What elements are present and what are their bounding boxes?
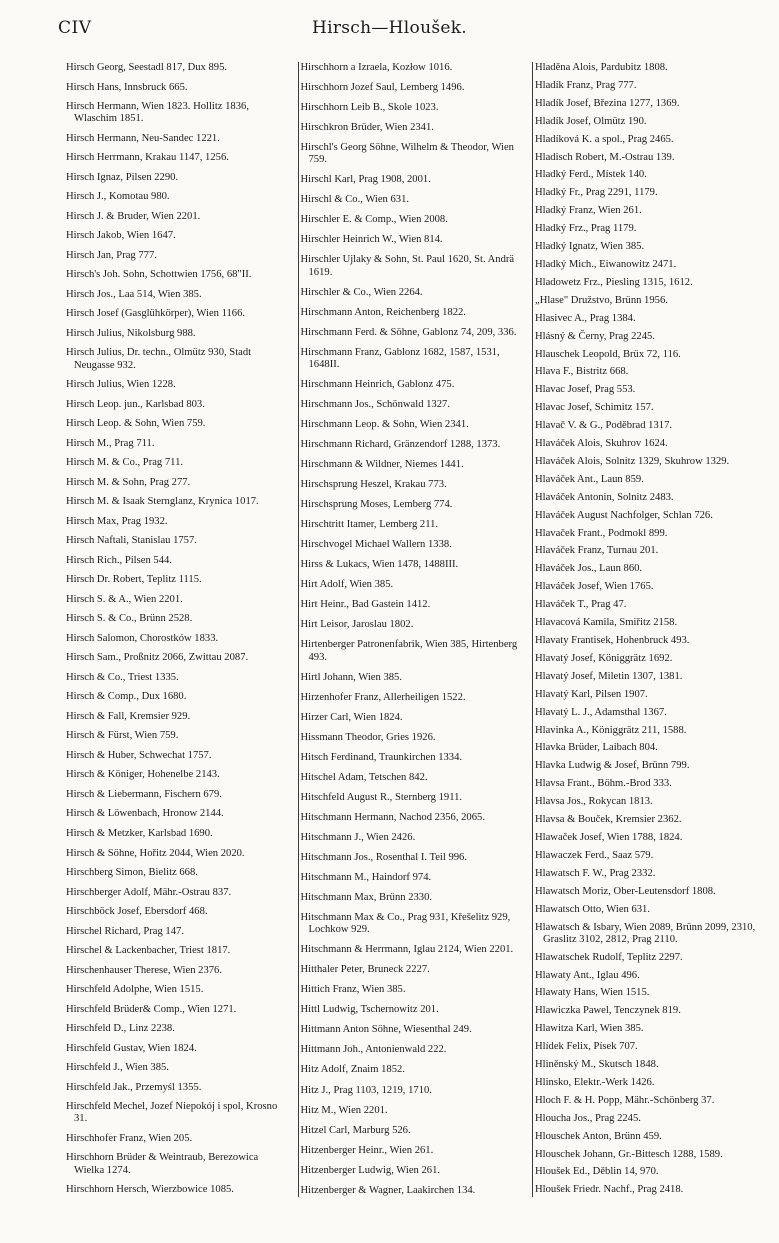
directory-entry: Hlavatý Josef, Königgrätz 1692. xyxy=(535,652,673,664)
directory-entry: Hitschmann Hermann, Nachod 2356, 2065. xyxy=(300,811,485,823)
directory-entry: Hirsch Hans, Innsbruck 665. xyxy=(66,81,188,93)
directory-entry: Hirsch Julius, Dr. techn., Olmütz 930, Stadt Neugasse 932. xyxy=(66,347,252,371)
directory-entry: Hirsch & Fürst, Wien 759. xyxy=(66,730,179,742)
directory-entry: Hlawatsch F. W., Prag 2332. xyxy=(535,867,656,879)
directory-entry: Hlavatý Karl, Pilsen 1907. xyxy=(535,688,648,700)
directory-entry: Hitz Adolf, Znaim 1852. xyxy=(300,1064,405,1076)
directory-entry: Hittl Ludwig, Tschernowitz 201. xyxy=(300,1004,439,1016)
directory-entry: Hitsch Ferdinand, Traunkirchen 1334. xyxy=(300,751,463,763)
directory-entry: Hirschl's Georg Söhne, Wilhelm & Theodor, Wien 759. xyxy=(300,142,514,166)
directory-entry: Hirsch & Löwenbach, Hronow 2144. xyxy=(66,808,224,820)
directory-entry: Hirsch M. & Isaak Sternglanz, Krynica 1017. xyxy=(66,496,259,508)
directory-entry: Hirschler E. & Comp., Wien 2008. xyxy=(300,214,448,226)
directory-entry: Hirschmann Heinrich, Gablonz 475. xyxy=(300,379,455,391)
directory-entry: Hlaváček Franz, Turnau 201. xyxy=(535,545,659,557)
directory-entry: Hlaváček Josef, Wien 1765. xyxy=(535,581,654,593)
directory-entry: Hirsch & Liebermann, Fischern 679. xyxy=(66,788,222,800)
directory-entry: Hlaváček T., Prag 47. xyxy=(535,599,627,611)
directory-entry: Hitschmann & Herrmann, Iglau 2124, Wien 2201. xyxy=(300,944,514,956)
directory-entry: Hloucha Jos., Prag 2245. xyxy=(535,1112,641,1124)
directory-entry: Hirschhorn Hersch, Wierzbowice 1085. xyxy=(66,1184,234,1196)
directory-entry: Hlawaczek Ferd., Saaz 579. xyxy=(535,849,654,861)
directory-entry: Hlinsko, Elektr.-Werk 1426. xyxy=(535,1076,655,1088)
running-head: Hirsch—Hloušek. xyxy=(311,18,468,38)
directory-entry: Hloušek Friedr. Nachf., Prag 2418. xyxy=(535,1184,684,1196)
directory-entry: Hirschmann Leop. & Sohn, Wien 2341. xyxy=(300,419,469,431)
directory-entry: Hirsch & Comp., Dux 1680. xyxy=(66,691,187,703)
directory-entry: Hlaváček August Nachfolger, Schlan 726. xyxy=(535,509,713,521)
directory-entry: Hirsch Jakob, Wien 1647. xyxy=(66,230,176,242)
directory-entry: Hirschberger Adolf, Mähr.-Ostrau 837. xyxy=(66,886,232,898)
directory-entry: Hlaváček Antonin, Solnitz 2483. xyxy=(535,491,674,503)
directory-entry: Hirsch Hermann, Neu-Sandec 1221. xyxy=(66,132,220,144)
directory-entry: Hlawatschek Rudolf, Teplitz 2297. xyxy=(535,951,683,963)
directory-entry: Hlásný & Černy, Prag 2245. xyxy=(535,330,655,342)
directory-entry: Hlavaty Frantisek, Hohenbruck 493. xyxy=(535,635,690,646)
directory-entry: Hirsch Hermann, Wien 1823. Hollitz 1836, Wlaschim 1851. xyxy=(66,101,249,125)
column-left xyxy=(66,62,287,1197)
directory-entry: Hirsch Leop. & Sohn, Wien 759. xyxy=(66,418,206,430)
directory-entry: Hlavka Ludwig & Josef, Brünn 799. xyxy=(535,760,690,772)
directory-entry: Hirschhofer Franz, Wien 205. xyxy=(66,1132,193,1144)
directory-entry: Hlavac Josef, Schimitz 157. xyxy=(535,402,654,414)
directory-entry: Hitzel Carl, Marburg 526. xyxy=(300,1124,411,1136)
directory-entry: Hirsch Jos., Laa 514, Wien 385. xyxy=(66,288,202,300)
directory-entry: Hirsch M. & Co., Prag 711. xyxy=(66,457,184,469)
directory-entry: Hirsch J., Komotau 980. xyxy=(66,191,170,203)
directory-entry: Hirschhorn Leib B., Skole 1023. xyxy=(300,102,439,114)
directory-entry: Hirschfeld J., Wien 385. xyxy=(66,1062,169,1074)
directory-entry: Hirschel Richard, Prag 147. xyxy=(66,925,184,937)
directory-entry: Hitschmann M., Haindorf 974. xyxy=(300,872,432,883)
directory-entry: Hirsch Max, Prag 1932. xyxy=(66,515,168,527)
directory-entry: Hlavac Josef, Prag 553. xyxy=(535,384,636,396)
directory-entry: Hirschler Ujlaky & Sohn, St. Paul 1620, St. Andrä 1619. xyxy=(300,254,515,278)
directory-entry: Hladisch Robert, M.-Ostrau 139. xyxy=(535,151,675,163)
directory-entry: Hlavatý Josef, Miletin 1307, 1381. xyxy=(535,670,683,682)
directory-entry: Hirsch S. & A., Wien 2201. xyxy=(66,593,183,605)
directory-entry: Hirschfeld Jak., Przemyśl 1355. xyxy=(66,1081,202,1093)
directory-entry: Hitzenberger & Wagner, Laakirchen 134. xyxy=(300,1184,476,1196)
directory-entry: Hirsch & Söhne, Hořitz 2044, Wien 2020. xyxy=(66,847,245,859)
directory-entry: Hlavsa Frant., Böhm.-Brod 333. xyxy=(535,778,672,790)
directory-entry: Hirschfeld Adolphe, Wien 1515. xyxy=(66,984,204,996)
directory-entry: Hirschmann Ferd. & Söhne, Gablonz 74, 209, 336. xyxy=(300,326,517,338)
directory-entry: Hlasivec A., Prag 1384. xyxy=(535,312,636,324)
directory-entry: Hirschfeld Brüder& Comp., Wien 1271. xyxy=(66,1003,237,1015)
directory-entry: Hirsch Leop. jun., Karlsbad 803. xyxy=(66,398,205,410)
directory-entry: Hirschl & Co., Wien 631. xyxy=(300,194,410,206)
directory-entry: Hirsch Julius, Nikolsburg 988. xyxy=(66,327,196,339)
directory-entry: Hlaváček Alois, Skuhrov 1624. xyxy=(535,438,668,450)
directory-entry: Hladík Franz, Prag 777. xyxy=(535,79,637,91)
directory-entry: Hirschsprung Moses, Lemberg 774. xyxy=(300,499,453,511)
directory-entry: Hirschfeld Mechel, Jozef Niepokój i spol, Krosno 31. xyxy=(66,1101,278,1125)
directory-entry: Hirschler Heinrich W., Wien 814. xyxy=(300,234,443,246)
directory-entry: Hirschmann Richard, Gränzendorf 1288, 1373. xyxy=(300,439,501,451)
directory-entry: Hloušek Ed., Děblin 14, 970. xyxy=(535,1166,659,1178)
directory-entry: Hlawitza Karl, Wien 385. xyxy=(535,1023,644,1035)
directory-entry: Hitschmann Jos., Rosenthal I. Teil 996. xyxy=(300,851,467,863)
directory-entry: Hirschhorn a Izraela, Kozłow 1016. xyxy=(300,62,453,73)
directory-entry: Hirschmann Jos., Schönwald 1327. xyxy=(300,399,450,411)
directory-entry: Hirsch Josef (Gasglühkörper), Wien 1166. xyxy=(66,308,246,320)
directory-entry: Hlídek Felix, Písek 707. xyxy=(535,1041,638,1053)
directory-entry: Hladík Josef, Březina 1277, 1369. xyxy=(535,97,680,109)
directory-entry: Hirschel & Lackenbacher, Triest 1817. xyxy=(66,945,231,957)
directory-columns xyxy=(66,62,756,1197)
directory-entry: Hirschvogel Michael Wallern 1338. xyxy=(300,539,452,551)
directory-entry: Hirzer Carl, Wien 1824. xyxy=(300,711,403,723)
directory-entry: Hitschel Adam, Tetschen 842. xyxy=(300,771,428,783)
directory-entry: Hlouschek Johann, Gr.-Bittesch 1288, 1589. xyxy=(535,1148,723,1160)
directory-entry: Hirschkron Brüder, Wien 2341. xyxy=(300,122,434,134)
directory-entry: Hirsch Salomon, Chorostków 1833. xyxy=(66,632,219,644)
directory-entry: Hlawatsch Moriz, Ober-Leutensdorf 1808. xyxy=(535,885,716,897)
column-right xyxy=(532,62,756,1197)
directory-entry: Hlavsa Jos., Rokycan 1813. xyxy=(535,796,653,808)
directory-entry: Hirschl Karl, Prag 1908, 2001. xyxy=(300,174,431,186)
directory-entry: Hliněnský M., Skutsch 1848. xyxy=(535,1059,659,1071)
directory-entry: Hlavka Brüder, Laibach 804. xyxy=(535,742,658,754)
directory-entry: Hirschböck Josef, Ebersdorf 468. xyxy=(66,906,208,918)
directory-entry: Hirschfeld D., Linz 2238. xyxy=(66,1023,175,1035)
directory-entry: Hladký Ignatz, Wien 385. xyxy=(535,241,645,253)
directory-entry: Hirzenhofer Franz, Allerheiligen 1522. xyxy=(300,691,466,703)
directory-entry: Hirtl Johann, Wien 385. xyxy=(300,671,402,683)
page-number: CIV xyxy=(58,18,92,38)
directory-entry: Hladík Josef, Olmütz 190. xyxy=(535,115,647,127)
directory-entry: Hirsch & Huber, Schwechat 1757. xyxy=(66,749,212,761)
directory-entry: Hlaváček Ant., Laun 859. xyxy=(535,473,644,485)
directory-entry: Hirschhorn Jozef Saul, Lemberg 1496. xyxy=(300,82,465,94)
directory-entry: Hlawatsch & Isbary, Wien 2089, Brünn 2099, 2310, Graslitz 3102, 2812, Prag 2110. xyxy=(535,921,756,945)
directory-entry: Hirsch's Joh. Sohn, Schottwien 1756, 68"II. xyxy=(66,269,252,281)
directory-entry: Hirt Adolf, Wien 385. xyxy=(300,579,394,591)
directory-entry: Hladký Frz., Prag 1179. xyxy=(535,223,637,235)
directory-entry: Hittich Franz, Wien 385. xyxy=(300,984,406,996)
column-middle xyxy=(298,62,522,1197)
directory-entry: Hladký Franz, Wien 261. xyxy=(535,205,642,217)
directory-entry: Hlawatsch Otto, Wien 631. xyxy=(535,903,651,915)
directory-entry: Hirsch J. & Bruder, Wien 2201. xyxy=(66,210,201,222)
directory-entry: Hladký Fr., Prag 2291, 1179. xyxy=(535,187,658,199)
directory-entry: Hirschtritt Itamer, Lemberg 211. xyxy=(300,519,439,531)
directory-entry: Hirsch & Metzker, Karlsbad 1690. xyxy=(66,828,213,839)
directory-entry: Hladíková K. a spol., Prag 2465. xyxy=(535,133,674,145)
directory-entry: Hitzenberger Heinr., Wien 261. xyxy=(300,1144,434,1156)
directory-entry: Hirsch Jan, Prag 777. xyxy=(66,249,157,261)
directory-entry: Hloch F. & H. Popp, Mähr.-Schönberg 37. xyxy=(535,1094,715,1106)
directory-entry: Hirsch M., Prag 711. xyxy=(66,437,155,449)
directory-entry: Hirschhorn Brüder & Weintraub, Berezowica Wielka 1274. xyxy=(66,1152,259,1176)
directory-entry: Hirschler & Co., Wien 2264. xyxy=(300,286,423,298)
directory-entry: Hitz J., Prag 1103, 1219, 1710. xyxy=(300,1084,432,1096)
directory-entry: Hirt Heinr., Bad Gastein 1412. xyxy=(300,599,431,611)
directory-entry: Hitzenberger Ludwig, Wien 261. xyxy=(300,1164,441,1176)
directory-entry: Hlavsa & Bouček, Kremsier 2362. xyxy=(535,814,682,826)
directory-entry: Hlaváček Alois, Solnitz 1329, Skuhrow 1329. xyxy=(535,455,730,467)
directory-entry: Hlawaty Hans, Wien 1515. xyxy=(535,987,650,999)
directory-entry: Hladěna Alois, Pardubitz 1808. xyxy=(535,62,668,73)
directory-entry: Hitschmann Max, Brünn 2330. xyxy=(300,892,433,904)
directory-entry: Hirt Leisor, Jaroslau 1802. xyxy=(300,619,414,631)
directory-entry: Hitschfeld August R., Sternberg 1911. xyxy=(300,791,463,803)
directory-entry: Hladký Mich., Eiwanowitz 2471. xyxy=(535,258,677,270)
directory-entry: Hlawaček Josef, Wien 1788, 1824. xyxy=(535,831,683,843)
directory-entry: Hitschmann J., Wien 2426. xyxy=(300,831,416,843)
directory-entry: Hirsch Ignaz, Pilsen 2290. xyxy=(66,171,179,183)
directory-entry: Hlawiczka Pawel, Tenczynek 819. xyxy=(535,1005,681,1017)
directory-entry: Hlavaček Frant., Podmokl 899. xyxy=(535,527,668,539)
directory-entry: Hirsch & Co., Triest 1335. xyxy=(66,671,179,683)
directory-entry: Hirschmann Anton, Reichenberg 1822. xyxy=(300,306,466,318)
directory-entry: Hirsch & Königer, Hohenelbe 2143. xyxy=(66,769,220,781)
directory-entry: Hirss & Lukacs, Wien 1478, 1488III. xyxy=(300,559,459,571)
directory-entry: Hlava F., Bistritz 668. xyxy=(535,366,629,378)
directory-entry: Hirsch Herrmann, Krakau 1147, 1256. xyxy=(66,152,229,164)
directory-entry: Hladký Ferd., Místek 140. xyxy=(535,169,647,181)
directory-entry: Hirschmann Franz, Gablonz 1682, 1587, 1531, 1648II. xyxy=(300,346,500,371)
directory-entry: Hlavacová Kamila, Smiřitz 2158. xyxy=(535,617,678,629)
directory-entry: Hlawaty Ant., Iglau 496. xyxy=(535,969,640,981)
directory-entry: „Hlase" Družstvo, Brünn 1956. xyxy=(535,294,668,306)
directory-entry: Hirsch Rich., Pilsen 544. xyxy=(66,554,172,566)
directory-entry: Hlavač V. & G., Poděbrad 1317. xyxy=(535,420,673,432)
directory-entry: Hitschmann Max & Co., Prag 931, Křešelitz 929, Lochkow 929. xyxy=(300,912,511,936)
directory-entry: Hitz M., Wien 2201. xyxy=(300,1104,388,1116)
directory-entry: Hlavinka A., Königgrätz 211, 1588. xyxy=(535,724,687,736)
directory-entry: Hirsch S. & Co., Brünn 2528. xyxy=(66,613,193,625)
directory-entry: Hlauschek Leopold, Brüx 72, 116. xyxy=(535,348,681,360)
directory-entry: Hirtenberger Patronenfabrik, Wien 385, Hirtenberg 493. xyxy=(300,639,518,663)
directory-entry: Hirsch Dr. Robert, Teplitz 1115. xyxy=(66,574,202,586)
directory-entry: Hirsch M. & Sohn, Prag 277. xyxy=(66,476,191,488)
directory-entry: Hlaváček Jos., Laun 860. xyxy=(535,563,643,575)
directory-entry: Hirsch & Fall, Kremsier 929. xyxy=(66,710,191,722)
directory-entry: Hirsch Georg, Seestadl 817, Dux 895. xyxy=(66,62,228,73)
directory-entry: Hittmann Joh., Antonienwald 222. xyxy=(300,1044,447,1056)
directory-entry: Hissmann Theodor, Gries 1926. xyxy=(300,731,436,743)
directory-entry: Hlavatý L. J., Adamsthal 1367. xyxy=(535,706,667,718)
directory-entry: Hirsch Naftali, Stanislau 1757. xyxy=(66,535,197,547)
directory-entry: Hitthaler Peter, Bruneck 2227. xyxy=(300,964,430,976)
directory-entry: Hlouschek Anton, Brünn 459. xyxy=(535,1130,662,1142)
directory-entry: Hirschenhauser Therese, Wien 2376. xyxy=(66,964,222,976)
directory-entry: Hittmann Anton Söhne, Wiesenthal 249. xyxy=(300,1024,472,1036)
directory-entry: Hirschmann & Wildner, Niemes 1441. xyxy=(300,459,464,471)
directory-entry: Hirschsprung Heszel, Krakau 773. xyxy=(300,479,447,491)
directory-entry: Hladowetz Frz., Piesling 1315, 1612. xyxy=(535,276,693,288)
directory-entry: Hirschfeld Gustav, Wien 1824. xyxy=(66,1042,197,1054)
directory-entry: Hirsch Julius, Wien 1228. xyxy=(66,379,176,391)
directory-entry: Hirschberg Simon, Bielitz 668. xyxy=(66,867,198,879)
directory-entry: Hirsch Sam., Proßnitz 2066, Zwittau 2087. xyxy=(66,652,249,664)
